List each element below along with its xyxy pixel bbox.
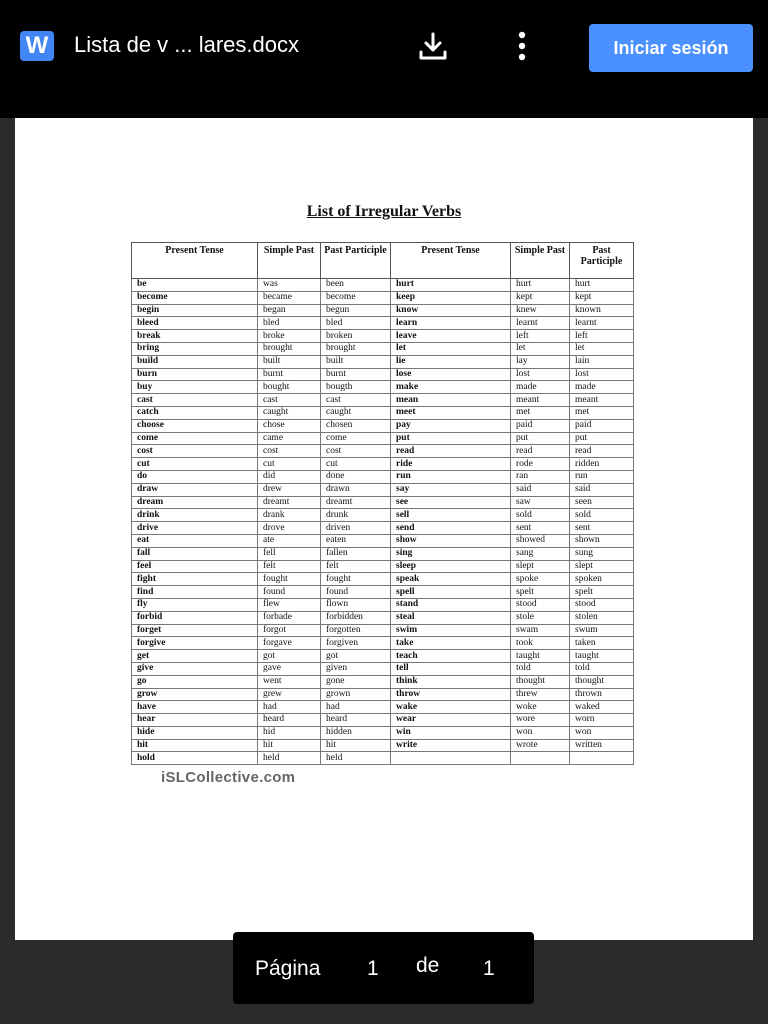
table-cell: grew bbox=[258, 688, 321, 701]
table-cell: stood bbox=[570, 598, 634, 611]
table-cell: met bbox=[570, 406, 634, 419]
table-cell: lost bbox=[570, 368, 634, 381]
table-cell: break bbox=[132, 330, 258, 343]
table-cell: took bbox=[511, 637, 570, 650]
table-row bbox=[132, 419, 634, 432]
table-cell: wear bbox=[391, 714, 511, 727]
table-cell: forbidden bbox=[321, 611, 391, 624]
column-header: Present Tense bbox=[391, 243, 511, 279]
table-cell: held bbox=[258, 752, 321, 765]
table-cell: hidden bbox=[321, 726, 391, 739]
table-cell: think bbox=[391, 675, 511, 688]
table-row bbox=[132, 560, 634, 573]
table-cell: thought bbox=[511, 675, 570, 688]
table-cell: given bbox=[321, 662, 391, 675]
table-cell: came bbox=[258, 432, 321, 445]
table-cell: woke bbox=[511, 701, 570, 714]
table-cell: cast bbox=[321, 394, 391, 407]
table-cell: get bbox=[132, 650, 258, 663]
table-cell: choose bbox=[132, 419, 258, 432]
table-cell: caught bbox=[258, 406, 321, 419]
table-cell: eat bbox=[132, 534, 258, 547]
table-cell: hurt bbox=[570, 279, 634, 292]
table-cell: lose bbox=[391, 368, 511, 381]
table-cell: found bbox=[321, 586, 391, 599]
table-row bbox=[132, 573, 634, 586]
table-cell: found bbox=[258, 586, 321, 599]
table-cell: sang bbox=[511, 547, 570, 560]
table-cell: grow bbox=[132, 688, 258, 701]
table-cell: drive bbox=[132, 522, 258, 535]
table-cell: run bbox=[391, 470, 511, 483]
table-cell: buy bbox=[132, 381, 258, 394]
table-cell: sent bbox=[570, 522, 634, 535]
table-row bbox=[132, 355, 634, 368]
table-row bbox=[132, 675, 634, 688]
table-cell: chosen bbox=[321, 419, 391, 432]
table-row bbox=[132, 368, 634, 381]
table-cell: made bbox=[570, 381, 634, 394]
table-cell: lie bbox=[391, 355, 511, 368]
table-cell: fall bbox=[132, 547, 258, 560]
table-cell: tell bbox=[391, 662, 511, 675]
table-cell: fight bbox=[132, 573, 258, 586]
table-cell: know bbox=[391, 304, 511, 317]
table-cell: written bbox=[570, 739, 634, 752]
table-cell: went bbox=[258, 675, 321, 688]
table-cell: fought bbox=[321, 573, 391, 586]
table-cell: let bbox=[391, 342, 511, 355]
table-row bbox=[132, 291, 634, 304]
table-cell: thrown bbox=[570, 688, 634, 701]
table-cell bbox=[391, 752, 511, 765]
table-cell: left bbox=[511, 330, 570, 343]
table-cell: gave bbox=[258, 662, 321, 675]
table-cell: see bbox=[391, 496, 511, 509]
table-cell: held bbox=[321, 752, 391, 765]
table-row bbox=[132, 496, 634, 509]
table-cell: run bbox=[570, 470, 634, 483]
table-cell: chose bbox=[258, 419, 321, 432]
table-cell: forgiven bbox=[321, 637, 391, 650]
table-cell: fallen bbox=[321, 547, 391, 560]
irregular-verbs-table bbox=[131, 242, 634, 765]
table-cell: drove bbox=[258, 522, 321, 535]
table-cell: hurt bbox=[391, 279, 511, 292]
download-icon[interactable] bbox=[416, 30, 450, 64]
table-cell: hold bbox=[132, 752, 258, 765]
table-cell: lain bbox=[570, 355, 634, 368]
table-cell: dreamt bbox=[258, 496, 321, 509]
document-page bbox=[15, 118, 753, 940]
table-cell: stood bbox=[511, 598, 570, 611]
table-cell: paid bbox=[570, 419, 634, 432]
table-cell: fought bbox=[258, 573, 321, 586]
table-cell: brought bbox=[258, 342, 321, 355]
table-row bbox=[132, 381, 634, 394]
column-header: Simple Past bbox=[258, 243, 321, 279]
table-cell: write bbox=[391, 739, 511, 752]
table-cell: stole bbox=[511, 611, 570, 624]
table-cell: sold bbox=[570, 509, 634, 522]
table-cell: drew bbox=[258, 483, 321, 496]
table-cell: felt bbox=[321, 560, 391, 573]
table-cell: sell bbox=[391, 509, 511, 522]
table-cell: drawn bbox=[321, 483, 391, 496]
top-bar bbox=[0, 0, 768, 118]
table-cell: spell bbox=[391, 586, 511, 599]
page-indicator bbox=[233, 932, 534, 1004]
table-cell: told bbox=[570, 662, 634, 675]
table-cell: said bbox=[570, 483, 634, 496]
table-cell: show bbox=[391, 534, 511, 547]
table-cell: leave bbox=[391, 330, 511, 343]
table-cell: burn bbox=[132, 368, 258, 381]
table-cell: find bbox=[132, 586, 258, 599]
table-cell: seen bbox=[570, 496, 634, 509]
table-cell: draw bbox=[132, 483, 258, 496]
table-cell: become bbox=[321, 291, 391, 304]
table-row bbox=[132, 522, 634, 535]
table-cell: hurt bbox=[511, 279, 570, 292]
table-cell: felt bbox=[258, 560, 321, 573]
table-cell: swum bbox=[570, 624, 634, 637]
table-cell: read bbox=[511, 445, 570, 458]
table-row bbox=[132, 688, 634, 701]
table-cell: cost bbox=[321, 445, 391, 458]
table-cell: showed bbox=[511, 534, 570, 547]
table-cell: forgive bbox=[132, 637, 258, 650]
table-cell: gone bbox=[321, 675, 391, 688]
of-label: de bbox=[416, 954, 440, 977]
table-cell: hear bbox=[132, 714, 258, 727]
column-header: Past Participle bbox=[321, 243, 391, 279]
table-cell: hit bbox=[132, 739, 258, 752]
table-cell: rode bbox=[511, 458, 570, 471]
table-cell: heard bbox=[321, 714, 391, 727]
table-cell: cost bbox=[132, 445, 258, 458]
table-row bbox=[132, 406, 634, 419]
table-cell: had bbox=[258, 701, 321, 714]
table-row bbox=[132, 330, 634, 343]
table-cell: sold bbox=[511, 509, 570, 522]
table-cell: forget bbox=[132, 624, 258, 637]
table-row bbox=[132, 534, 634, 547]
table-cell: was bbox=[258, 279, 321, 292]
table-cell: teach bbox=[391, 650, 511, 663]
table-cell: take bbox=[391, 637, 511, 650]
file-title: Lista de v ... lares.docx bbox=[74, 32, 299, 57]
table-cell: told bbox=[511, 662, 570, 675]
table-cell: won bbox=[511, 726, 570, 739]
table-cell: had bbox=[321, 701, 391, 714]
table-cell: driven bbox=[321, 522, 391, 535]
table-cell: slept bbox=[511, 560, 570, 573]
total-pages: 1 bbox=[483, 957, 495, 980]
table-row bbox=[132, 611, 634, 624]
table-cell: mean bbox=[391, 394, 511, 407]
table-cell: come bbox=[132, 432, 258, 445]
table-cell: taken bbox=[570, 637, 634, 650]
table-cell: bring bbox=[132, 342, 258, 355]
more-options-icon[interactable] bbox=[508, 28, 536, 64]
table-cell: taught bbox=[570, 650, 634, 663]
table-cell: dreamt bbox=[321, 496, 391, 509]
table-cell: bought bbox=[258, 381, 321, 394]
document-title: List of Irregular Verbs bbox=[306, 203, 462, 220]
table-cell: forgot bbox=[258, 624, 321, 637]
table-cell: made bbox=[511, 381, 570, 394]
table-row bbox=[132, 432, 634, 445]
table-cell: hide bbox=[132, 726, 258, 739]
table-cell: read bbox=[570, 445, 634, 458]
table-cell: worn bbox=[570, 714, 634, 727]
table-row bbox=[132, 726, 634, 739]
table-cell: won bbox=[570, 726, 634, 739]
table-cell: done bbox=[321, 470, 391, 483]
table-row bbox=[132, 752, 634, 765]
table-row bbox=[132, 470, 634, 483]
table-cell: taught bbox=[511, 650, 570, 663]
table-cell: ate bbox=[258, 534, 321, 547]
table-cell: spoke bbox=[511, 573, 570, 586]
table-cell: put bbox=[570, 432, 634, 445]
table-cell: brought bbox=[321, 342, 391, 355]
table-cell: learnt bbox=[570, 317, 634, 330]
table-cell: been bbox=[321, 279, 391, 292]
table-cell: shown bbox=[570, 534, 634, 547]
table-cell: give bbox=[132, 662, 258, 675]
table-cell: did bbox=[258, 470, 321, 483]
table-cell: grown bbox=[321, 688, 391, 701]
table-cell: be bbox=[132, 279, 258, 292]
table-cell: begin bbox=[132, 304, 258, 317]
table-cell: learnt bbox=[511, 317, 570, 330]
table-cell: cost bbox=[258, 445, 321, 458]
table-cell: read bbox=[391, 445, 511, 458]
sign-in-button[interactable]: Iniciar sesión bbox=[589, 24, 753, 72]
table-cell: wake bbox=[391, 701, 511, 714]
table-cell: knew bbox=[511, 304, 570, 317]
table-cell: do bbox=[132, 470, 258, 483]
table-cell: spoken bbox=[570, 573, 634, 586]
table-cell: put bbox=[391, 432, 511, 445]
table-row bbox=[132, 714, 634, 727]
table-cell: threw bbox=[511, 688, 570, 701]
table-row bbox=[132, 483, 634, 496]
table-row bbox=[132, 445, 634, 458]
table-cell: built bbox=[258, 355, 321, 368]
table-header-row bbox=[132, 243, 634, 279]
table-cell: swam bbox=[511, 624, 570, 637]
table-cell: wore bbox=[511, 714, 570, 727]
table-cell: lost bbox=[511, 368, 570, 381]
table-cell: saw bbox=[511, 496, 570, 509]
table-cell: forgave bbox=[258, 637, 321, 650]
table-cell: send bbox=[391, 522, 511, 535]
table-cell: cut bbox=[258, 458, 321, 471]
table-cell: learn bbox=[391, 317, 511, 330]
table-cell: bougth bbox=[321, 381, 391, 394]
table-cell: said bbox=[511, 483, 570, 496]
table-cell: flown bbox=[321, 598, 391, 611]
table-cell: meant bbox=[511, 394, 570, 407]
table-cell: bleed bbox=[132, 317, 258, 330]
table-row bbox=[132, 458, 634, 471]
word-app-icon: W bbox=[20, 31, 54, 61]
table-cell: drink bbox=[132, 509, 258, 522]
table-cell: sent bbox=[511, 522, 570, 535]
table-cell: hit bbox=[321, 739, 391, 752]
column-header: Simple Past bbox=[511, 243, 570, 279]
table-cell: come bbox=[321, 432, 391, 445]
table-cell: say bbox=[391, 483, 511, 496]
table-row bbox=[132, 279, 634, 292]
table-cell: put bbox=[511, 432, 570, 445]
table-cell: sing bbox=[391, 547, 511, 560]
table-cell: ran bbox=[511, 470, 570, 483]
table-row bbox=[132, 624, 634, 637]
table-cell: cast bbox=[132, 394, 258, 407]
table-cell: heard bbox=[258, 714, 321, 727]
table-cell: left bbox=[570, 330, 634, 343]
table-cell bbox=[570, 752, 634, 765]
table-cell: burnt bbox=[258, 368, 321, 381]
table-cell: build bbox=[132, 355, 258, 368]
table-cell: keep bbox=[391, 291, 511, 304]
table-cell: meet bbox=[391, 406, 511, 419]
table-cell: make bbox=[391, 381, 511, 394]
table-cell: ride bbox=[391, 458, 511, 471]
table-cell: let bbox=[570, 342, 634, 355]
table-cell: sleep bbox=[391, 560, 511, 573]
table-cell: forbade bbox=[258, 611, 321, 624]
table-cell: flew bbox=[258, 598, 321, 611]
table-cell: waked bbox=[570, 701, 634, 714]
table-cell: have bbox=[132, 701, 258, 714]
table-row bbox=[132, 637, 634, 650]
table-cell: paid bbox=[511, 419, 570, 432]
table-row bbox=[132, 662, 634, 675]
table-cell: win bbox=[391, 726, 511, 739]
table-cell: pay bbox=[391, 419, 511, 432]
table-cell: kept bbox=[511, 291, 570, 304]
table-cell bbox=[511, 752, 570, 765]
table-cell: stolen bbox=[570, 611, 634, 624]
table-cell: let bbox=[511, 342, 570, 355]
table-cell: speak bbox=[391, 573, 511, 586]
table-cell: got bbox=[258, 650, 321, 663]
table-cell: lay bbox=[511, 355, 570, 368]
table-cell: steal bbox=[391, 611, 511, 624]
column-header: Past Participle bbox=[570, 243, 634, 279]
table-cell: spelt bbox=[511, 586, 570, 599]
table-row bbox=[132, 547, 634, 560]
table-cell: met bbox=[511, 406, 570, 419]
table-row bbox=[132, 739, 634, 752]
table-cell: go bbox=[132, 675, 258, 688]
table-cell: began bbox=[258, 304, 321, 317]
table-cell: swim bbox=[391, 624, 511, 637]
table-cell: hit bbox=[258, 739, 321, 752]
table-cell: forbid bbox=[132, 611, 258, 624]
table-cell: built bbox=[321, 355, 391, 368]
table-cell: forgotten bbox=[321, 624, 391, 637]
table-cell: eaten bbox=[321, 534, 391, 547]
table-cell: spelt bbox=[570, 586, 634, 599]
table-row bbox=[132, 598, 634, 611]
table-cell: thought bbox=[570, 675, 634, 688]
table-cell: cast bbox=[258, 394, 321, 407]
table-cell: catch bbox=[132, 406, 258, 419]
table-cell: known bbox=[570, 304, 634, 317]
table-cell: wrote bbox=[511, 739, 570, 752]
table-cell: fell bbox=[258, 547, 321, 560]
table-cell: feel bbox=[132, 560, 258, 573]
table-cell: hid bbox=[258, 726, 321, 739]
table-cell: caught bbox=[321, 406, 391, 419]
table-cell: broke bbox=[258, 330, 321, 343]
table-cell: became bbox=[258, 291, 321, 304]
table-row bbox=[132, 342, 634, 355]
table-cell: ridden bbox=[570, 458, 634, 471]
table-cell: cut bbox=[132, 458, 258, 471]
table-cell: kept bbox=[570, 291, 634, 304]
table-row bbox=[132, 701, 634, 714]
table-cell: got bbox=[321, 650, 391, 663]
table-row bbox=[132, 394, 634, 407]
table-cell: slept bbox=[570, 560, 634, 573]
table-cell: fly bbox=[132, 598, 258, 611]
table-cell: throw bbox=[391, 688, 511, 701]
table-cell: cut bbox=[321, 458, 391, 471]
column-header: Present Tense bbox=[132, 243, 258, 279]
table-cell: drunk bbox=[321, 509, 391, 522]
table-cell: begun bbox=[321, 304, 391, 317]
table-cell: meant bbox=[570, 394, 634, 407]
table-cell: burnt bbox=[321, 368, 391, 381]
table-row bbox=[132, 317, 634, 330]
page-label: Página bbox=[255, 957, 321, 980]
table-cell: dream bbox=[132, 496, 258, 509]
table-row bbox=[132, 650, 634, 663]
table-cell: sung bbox=[570, 547, 634, 560]
table-cell: drank bbox=[258, 509, 321, 522]
table-cell: bled bbox=[258, 317, 321, 330]
table-cell: bled bbox=[321, 317, 391, 330]
watermark: iSLCollective.com bbox=[161, 769, 296, 786]
table-cell: stand bbox=[391, 598, 511, 611]
current-page: 1 bbox=[367, 957, 379, 980]
table-cell: become bbox=[132, 291, 258, 304]
table-cell: broken bbox=[321, 330, 391, 343]
table-row bbox=[132, 304, 634, 317]
table-row bbox=[132, 509, 634, 522]
table-row bbox=[132, 586, 634, 599]
